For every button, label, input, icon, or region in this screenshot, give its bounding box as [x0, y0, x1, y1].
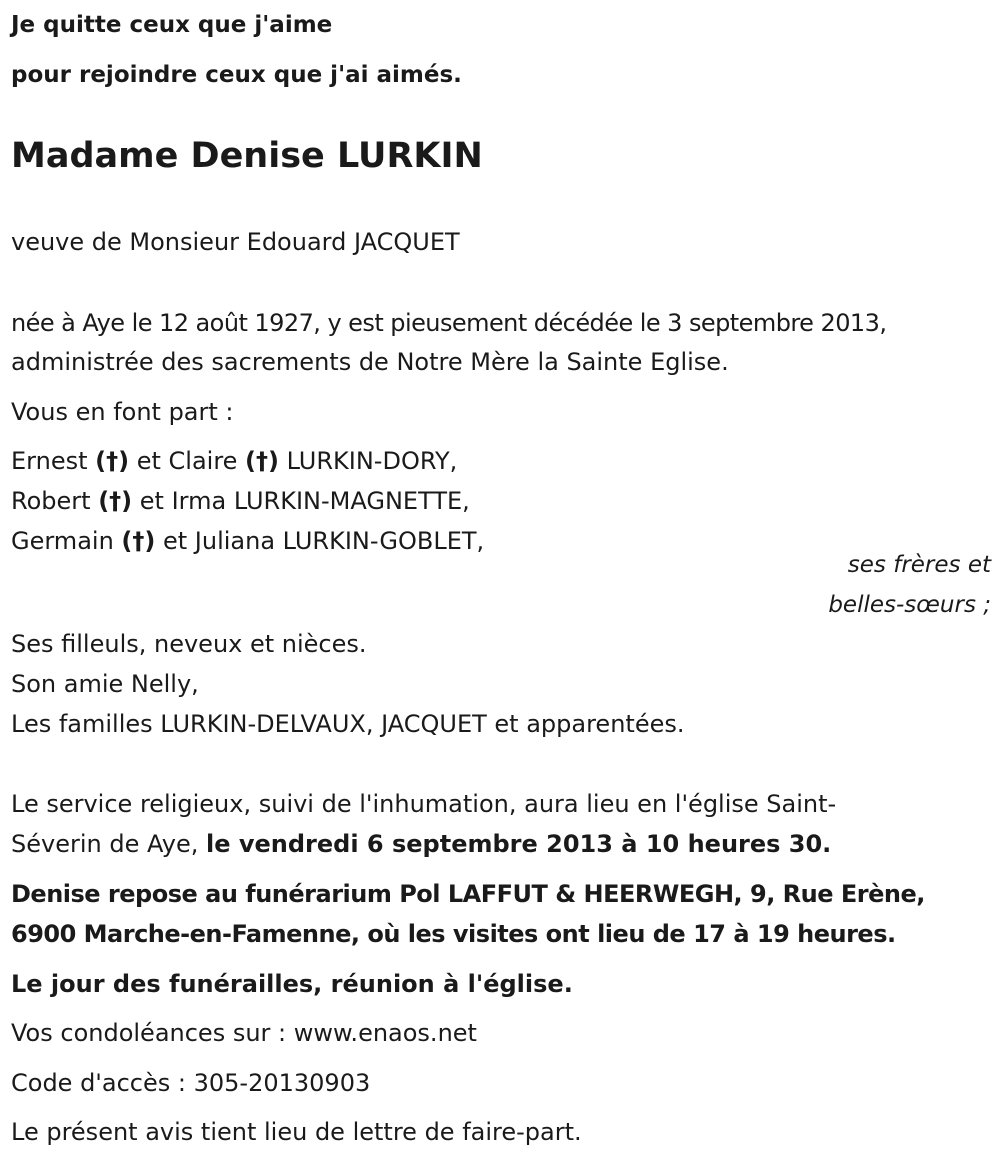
- sibling-spouse: et Claire: [129, 447, 246, 475]
- condolences: Vos condoléances sur : www.enaos.net: [11, 1019, 477, 1047]
- sibling-line-2: [11, 486, 470, 516]
- funeral-home-line-1: Denise repose au funérarium Pol LAFFUT & HEERWEGH, 9, Rue Erène,: [11, 880, 925, 908]
- biography-line-1: née à Aye le 12 août 1927, y est pieusement décédée le 3 septembre 2013,: [11, 309, 887, 337]
- cross-symbol: (†): [121, 527, 156, 555]
- epigraph-line-1: Je quitte ceux que j'aime: [11, 12, 333, 38]
- cross-symbol: (†): [245, 447, 279, 475]
- others-line-3: Les familles LURKIN-DELVAUX, JACQUET et apparentées.: [11, 710, 685, 738]
- access-code: Code d'accès : 305-20130903: [11, 1069, 371, 1097]
- reunion-notice: Le jour des funérailles, réunion à l'église.: [11, 970, 573, 998]
- service-location: Séverin de Aye,: [11, 830, 206, 858]
- sibling-first-name: Germain: [11, 527, 114, 555]
- cross-symbol: (†): [95, 447, 130, 475]
- sibling-family-name: et Irma LURKIN-MAGNETTE,: [132, 487, 470, 515]
- service-line-2: [11, 829, 831, 859]
- service-date: le vendredi 6 septembre 2013 à 10 heures 30.: [206, 830, 832, 858]
- funeral-home-line-2: 6900 Marche-en-Famenne, où les visites ont lieu de 17 à 19 heures.: [11, 920, 896, 948]
- others-line-2: Son amie Nelly,: [11, 670, 199, 698]
- epigraph-line-2: pour rejoindre ceux que j'ai aimés.: [11, 62, 462, 88]
- biography-line-2: administrée des sacrements de Notre Mère la Sainte Eglise.: [11, 348, 729, 376]
- closing-note: Le présent avis tient lieu de lettre de faire-part.: [11, 1118, 582, 1146]
- deceased-name: Madame Denise LURKIN: [11, 136, 483, 176]
- sibling-line-3: [11, 526, 484, 556]
- sibling-line-1: [11, 446, 457, 476]
- sibling-family-name: et Juliana LURKIN-GOBLET,: [155, 527, 485, 555]
- sibling-first-name: Ernest: [11, 447, 88, 475]
- service-line-1: Le service religieux, suivi de l'inhumation, aura lieu en l'église Saint-: [11, 790, 837, 818]
- sibling-first-name: Robert: [11, 487, 91, 515]
- widow-of: veuve de Monsieur Edouard JACQUET: [11, 228, 460, 256]
- siblings-relation-line-2: belles-sœurs ;: [828, 592, 991, 618]
- cross-symbol: (†): [98, 487, 133, 515]
- announcement-intro: Vous en font part :: [11, 398, 234, 426]
- sibling-family-name: LURKIN-DORY,: [278, 447, 458, 475]
- others-line-1: Ses filleuls, neveux et nièces.: [11, 630, 367, 658]
- siblings-relation-line-1: ses frères et: [847, 552, 991, 578]
